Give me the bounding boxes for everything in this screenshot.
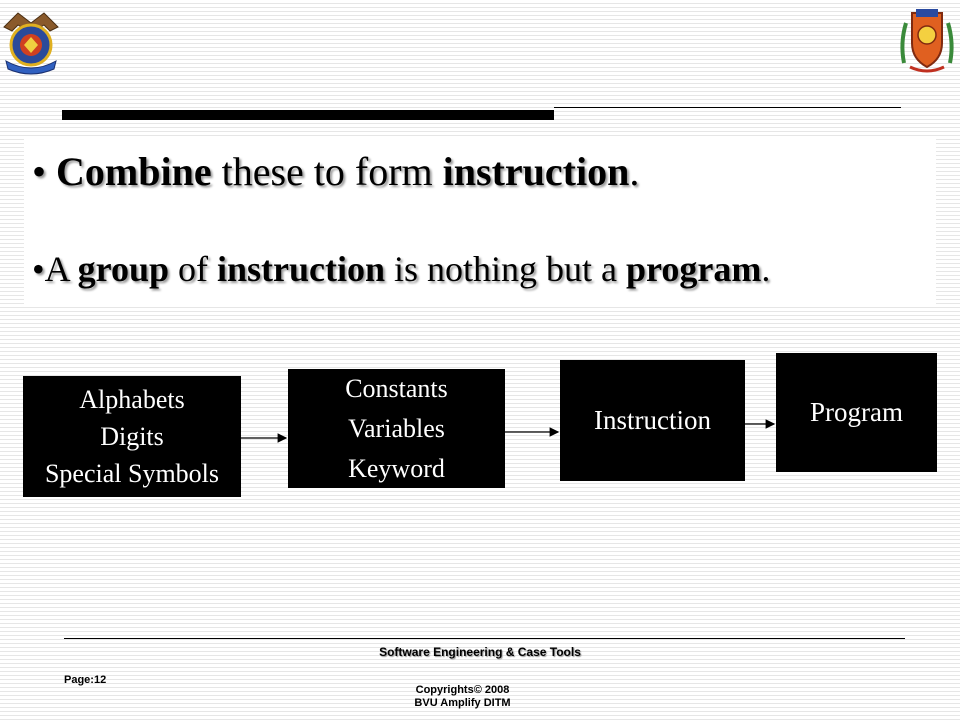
page-number: Page:12 (64, 674, 107, 686)
bullet-panel (24, 136, 936, 306)
college-crest-icon (896, 3, 958, 77)
bullet-text: . (761, 249, 771, 289)
flow-box-alphabets (23, 376, 241, 497)
flow-box-constants (288, 369, 505, 488)
copyright-block (0, 684, 925, 710)
flow-label: Instruction (594, 405, 711, 435)
title-rule-thick (62, 110, 554, 120)
footer-rule (64, 638, 905, 639)
organization-text: BVU Amplify DITM (414, 697, 511, 709)
flow-label: Constants (345, 373, 448, 403)
flow-label: Program (810, 397, 903, 427)
flow-label: Digits (100, 422, 164, 451)
flow-box-program (776, 353, 937, 472)
flow-label: Alphabets (79, 385, 185, 414)
bullet-text: instruction (442, 149, 630, 194)
bullet-text: group (77, 249, 169, 289)
bullet-group (32, 248, 770, 290)
bullet-text: . (629, 149, 640, 194)
bullet-text: of (169, 249, 217, 289)
bullet-text: instruction (217, 249, 386, 289)
title-rule-thin (554, 107, 901, 108)
bullet-text: these to form (211, 149, 443, 194)
flow-label: Variables (348, 413, 445, 443)
bullet-text: Combine (56, 149, 212, 194)
bullet-combine (32, 148, 639, 195)
bullet-text: is nothing but a (385, 249, 627, 289)
bullet-marker: • (32, 249, 45, 289)
bullet-marker: • (32, 149, 47, 194)
flow-box-instruction (560, 360, 745, 481)
bullet-text: A (44, 249, 78, 289)
flow-label: Keyword (348, 453, 445, 483)
footer-title: Software Engineering & Case Tools (379, 645, 581, 659)
university-emblem-icon (0, 5, 62, 77)
bullet-text: program (626, 249, 762, 289)
copyright-text: Copyrights© 2008 (415, 684, 510, 696)
flow-label: Special Symbols (44, 459, 220, 488)
